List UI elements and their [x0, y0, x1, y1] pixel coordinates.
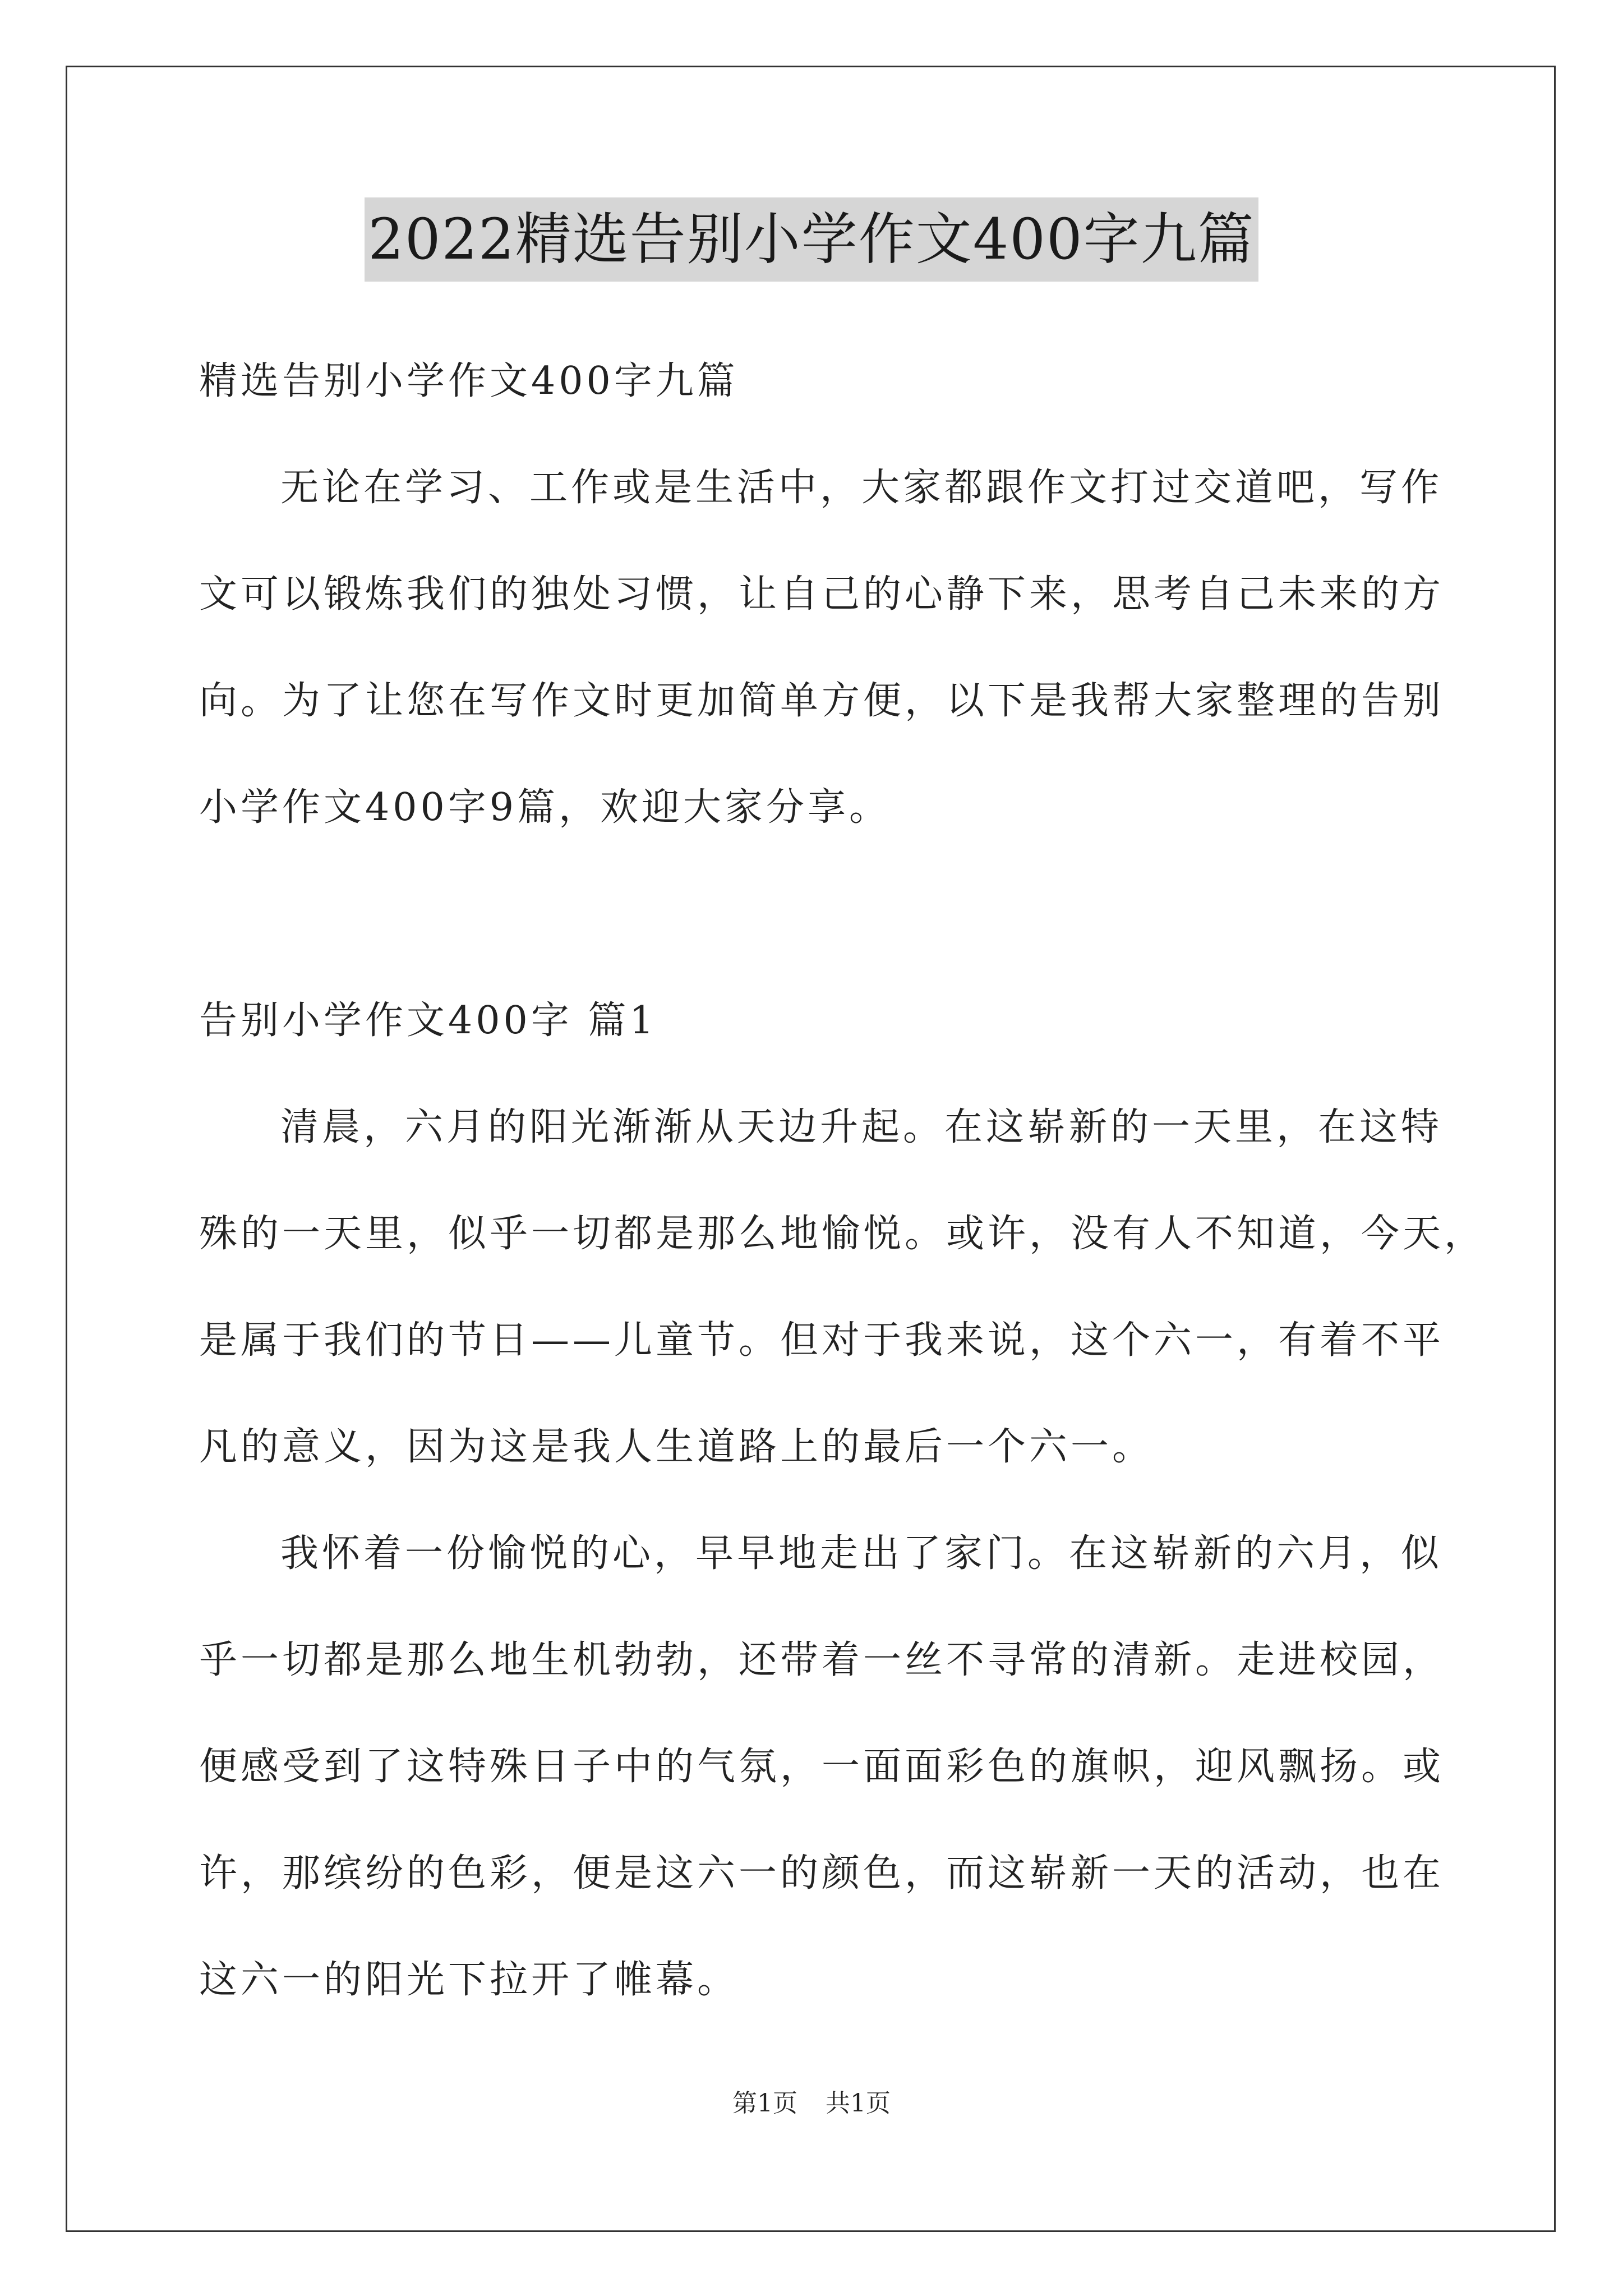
paragraph-line: 我怀着一份愉悦的心，早早地走出了家门。在这崭新的六月，似: [280, 1531, 1443, 1576]
page-total: 共1页: [826, 2089, 891, 2118]
paragraph-line: 便感受到了这特殊日子中的气氛，一面面彩色的旗帜，迎风飘扬。或: [199, 1745, 1445, 1789]
paragraph-line: 是属于我们的节日——儿童节。但对于我来说，这个六一，有着不平: [199, 1318, 1445, 1363]
section-heading: 告别小学作文400字 篇1: [199, 999, 657, 1043]
title-block: [0, 197, 1623, 282]
page-number: 第1页: [732, 2089, 797, 2118]
paragraph-line: 殊的一天里，似乎一切都是那么地愉悦。或许，没有人不知道，今天，: [199, 1212, 1486, 1256]
page-footer: [0, 2087, 1623, 2120]
intro-line: 小学作文400字9篇，欢迎大家分享。: [199, 785, 891, 830]
paragraph-line: 凡的意义，因为这是我人生道路上的最后一个六一。: [199, 1425, 1154, 1469]
paragraph-line: 清晨，六月的阳光渐渐从天边升起。在这崭新的一天里，在这特: [280, 1105, 1443, 1149]
document-title: 2022精选告别小学作文400字九篇: [365, 197, 1258, 282]
intro-line: 向。为了让您在写作文时更加简单方便，以下是我帮大家整理的告别: [199, 679, 1445, 723]
intro-line: 无论在学习、工作或是生活中，大家都跟作文打过交道吧，写作: [280, 466, 1443, 510]
paragraph-line: 这六一的阳光下拉开了帷幕。: [199, 1958, 739, 2002]
subtitle: 精选告别小学作文400字九篇: [199, 359, 739, 403]
paragraph-line: 乎一切都是那么地生机勃勃，还带着一丝不寻常的清新。走进校园，: [199, 1638, 1445, 1682]
paragraph-line: 许，那缤纷的色彩，便是这六一的颜色，而这崭新一天的活动，也在: [199, 1851, 1445, 1895]
intro-line: 文可以锻炼我们的独处习惯，让自己的心静下来，思考自己未来的方: [199, 572, 1445, 616]
